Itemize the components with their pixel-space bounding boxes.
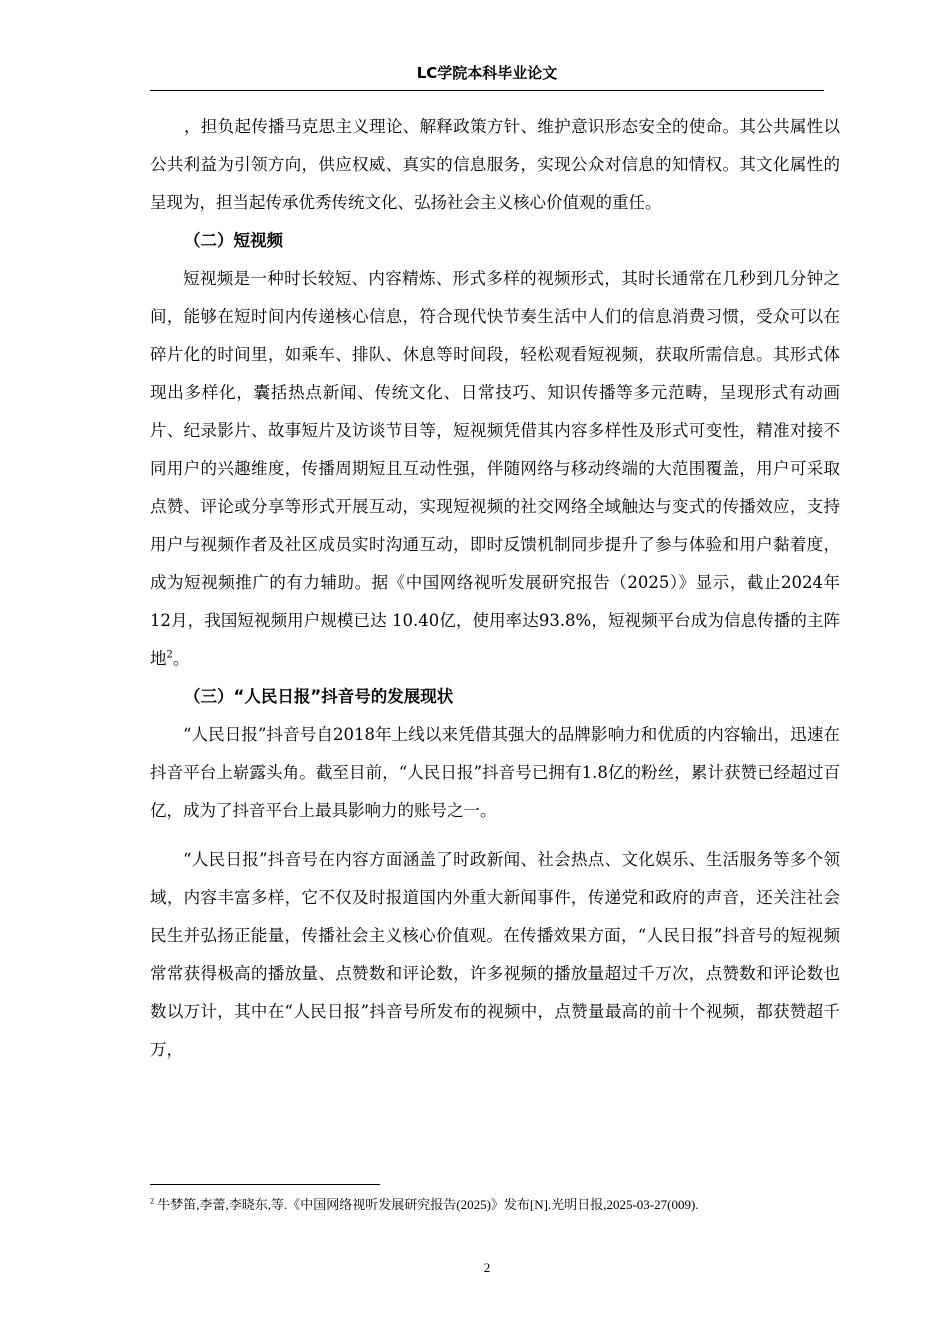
footnote-reference[interactable]: 2: [166, 649, 173, 661]
paragraph-peoples-daily-overview: “人民日报”抖音号自2018年上线以来凭借其强大的品牌影响力和优质的内容输出，迅速在抖音平台上崭露头角。截至目前，“人民日报”抖音号已拥有1.8亿的粉丝，累计获赞已经超过百亿，成为了抖音平台上最具影响力的账号之一。: [150, 725, 840, 820]
paragraph-short-video-end: 。: [172, 649, 190, 668]
body-text: [150, 108, 840, 1069]
page-number: 2: [483, 1260, 491, 1275]
section-heading-peoples-daily: （三）“人民日报”抖音号的发展现状: [184, 687, 454, 706]
paragraph-peoples-daily-content: “人民日报”抖音号在内容方面涵盖了时政新闻、社会热点、文化娱乐、生活服务等多个领域，内容丰富多样，它不仅及时报道国内外重大新闻事件，传递党和政府的声音，还关注社会民生并弘扬正能量，传播社会主义核心价值观。在传播效果方面，“人民日报”抖音号的短视频常常获得极高的播放量、点赞数和评论数，许多视频的播放量超过千万次，点赞数和评论数也数以万计，其中在“人民日报”抖音号所发布的视频中，点赞量最高的前十个视频，都获赞超千万，: [150, 850, 840, 1059]
paragraph-short-video: [150, 260, 840, 678]
paragraph-intro-continuation: ，担负起传播马克思主义理论、解释政策方针、维护意识形态安全的使命。其公共属性以公共利益为引领方向，供应权威、真实的信息服务，实现公众对信息的知情权。其文化属性的呈现为，担当起传承优秀传统文化、弘扬社会主义核心价值观的重任。: [150, 117, 840, 212]
paragraph-gap: [150, 830, 840, 841]
footnote-divider: [150, 1184, 380, 1185]
footnote-text: 牛梦笛,李蕾,李晓东,等.《中国网络视听发展研究报告(2025)》发布[N].光明日报,2025-03-27(009).: [154, 1197, 699, 1212]
section-heading-short-video: （二）短视频: [184, 231, 283, 250]
paragraph-short-video-text: 短视频是一种时长较短、内容精炼、形式多样的视频形式，其时长通常在几秒到几分钟之间，能够在短时间内传递核心信息，符合现代快节奏生活中人们的信息消费习惯，受众可以在碎片化的时间里，如乘车、排队、休息等时间段，轻松观看短视频，获取所需信息。其形式体现出多样化，囊括热点新闻、传统文化、日常技巧、知识传播等多元范畴，呈现形式有动画片、纪录影片、故事短片及访谈节目等，短视频凭借其内容多样性及形式可变性，精准对接不同用户的兴趣维度，传播周期短且互动性强，伴随网络与移动终端的大范围覆盖，用户可采取点赞、评论或分享等形式开展互动，实现短视频的社交网络全域触达与变式的传播效应，支持用户与视频作者及社区成员实时沟通互动，即时反馈机制同步提升了参与体验和用户黏着度，成为短视频推广的有力辅助。据《中国网络视听发展研究报告（2025）》显示，截止2024年12月，我国短视频用户规模已达 10.40亿，使用率达93.8%，短视频平台成为信息传播的主阵地: [150, 269, 840, 668]
running-header: LC学院本科毕业论文: [150, 62, 824, 91]
footnote: [150, 1195, 830, 1215]
footnote-marker: 2: [150, 1196, 154, 1206]
